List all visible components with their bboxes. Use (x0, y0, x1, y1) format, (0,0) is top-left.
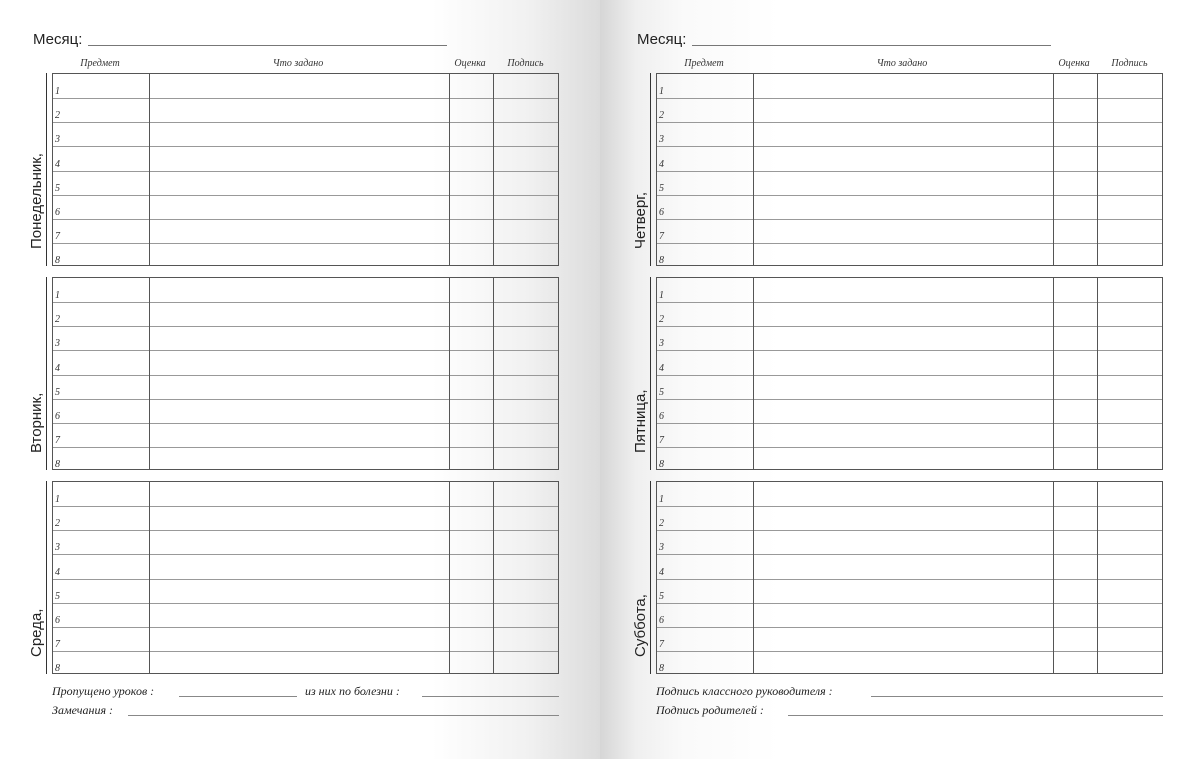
teacher-sig-input-line[interactable] (871, 696, 1163, 697)
remarks-row (52, 703, 559, 719)
missed-label: Пропущено уроков : (52, 684, 155, 698)
lesson-row[interactable] (53, 423, 558, 447)
parent-sig-input-line[interactable] (788, 715, 1163, 716)
header-assignment: Что задано (272, 58, 324, 69)
lesson-row[interactable] (657, 447, 1162, 471)
grade-divider (1097, 74, 1098, 265)
day-name: Суббота, (632, 594, 649, 657)
lesson-row[interactable] (657, 530, 1162, 554)
missed-lessons-row (52, 684, 559, 700)
day-name: Вторник, (28, 392, 45, 453)
month-label: Месяц: (637, 31, 687, 48)
lesson-number: 5 (55, 386, 60, 398)
lesson-row[interactable] (53, 482, 558, 506)
lesson-row[interactable] (53, 219, 558, 243)
lesson-row[interactable] (657, 350, 1162, 374)
day-label (632, 481, 652, 674)
day-name: Среда, (28, 608, 45, 657)
lesson-number: 4 (659, 158, 664, 170)
header-subject: Предмет (684, 58, 724, 69)
lesson-number: 6 (659, 206, 664, 218)
lesson-number: 7 (659, 638, 664, 650)
lesson-number: 3 (659, 338, 664, 350)
lesson-row[interactable] (657, 506, 1162, 530)
lesson-row[interactable] (657, 554, 1162, 578)
lesson-number: 5 (55, 182, 60, 194)
lesson-row[interactable] (53, 350, 558, 374)
lesson-row[interactable] (657, 219, 1162, 243)
assignment-divider (1053, 74, 1054, 265)
lesson-number: 1 (659, 290, 664, 302)
lesson-number: 7 (659, 434, 664, 446)
lesson-row[interactable] (53, 603, 558, 627)
lesson-row[interactable] (53, 146, 558, 170)
subject-divider (149, 278, 150, 469)
lesson-number: 4 (659, 566, 664, 578)
day-bar (46, 481, 47, 674)
lesson-number: 4 (55, 566, 60, 578)
header-grade: Оценка (1058, 58, 1090, 69)
lesson-number: 4 (659, 362, 664, 374)
lesson-number: 6 (659, 410, 664, 422)
lesson-number: 2 (659, 110, 664, 122)
day-bar (650, 481, 651, 674)
header-signature: Подпись (507, 58, 544, 69)
month-input-line[interactable] (88, 45, 447, 46)
lesson-number: 2 (55, 518, 60, 530)
lesson-number: 4 (55, 362, 60, 374)
lesson-number: 8 (55, 255, 60, 266)
lesson-row[interactable] (53, 243, 558, 267)
lesson-row[interactable] (53, 399, 558, 423)
lesson-number: 3 (659, 134, 664, 146)
assignment-divider (1053, 482, 1054, 673)
lesson-number: 8 (55, 663, 60, 674)
assignment-divider (449, 74, 450, 265)
sick-label: из них по болезни : (305, 684, 400, 698)
subject-divider (753, 482, 754, 673)
lesson-row[interactable] (53, 74, 558, 98)
lesson-number: 5 (659, 590, 664, 602)
day-name: Четверг, (632, 191, 649, 249)
lesson-number: 6 (659, 614, 664, 626)
lesson-row[interactable] (53, 447, 558, 471)
grade-divider (493, 74, 494, 265)
day-name: Понедельник, (28, 153, 45, 249)
header-grade: Оценка (454, 58, 486, 69)
lessons-grid (52, 481, 559, 674)
day-name: Пятница, (632, 389, 649, 453)
day-label (632, 73, 652, 266)
column-headers (52, 58, 559, 72)
lesson-number: 8 (659, 459, 664, 470)
remarks-input-line[interactable] (128, 715, 559, 716)
lesson-row[interactable] (53, 98, 558, 122)
header-signature: Подпись (1111, 58, 1148, 69)
lesson-row[interactable] (53, 554, 558, 578)
lesson-number: 3 (55, 542, 60, 554)
lesson-number: 2 (55, 110, 60, 122)
lesson-row[interactable] (657, 195, 1162, 219)
lesson-row[interactable] (657, 98, 1162, 122)
lesson-row[interactable] (53, 302, 558, 326)
lesson-number: 1 (55, 290, 60, 302)
month-label: Месяц: (33, 31, 83, 48)
lesson-number: 8 (55, 459, 60, 470)
remarks-label: Замечания : (52, 703, 114, 717)
lesson-row[interactable] (657, 302, 1162, 326)
lessons-grid (656, 481, 1163, 674)
month-field (33, 31, 82, 51)
lesson-number: 8 (659, 255, 664, 266)
lesson-row[interactable] (53, 278, 558, 302)
grade-divider (493, 278, 494, 469)
lesson-row[interactable] (657, 146, 1162, 170)
lesson-number: 2 (659, 518, 664, 530)
month-field (637, 31, 686, 51)
lesson-row[interactable] (53, 530, 558, 554)
lesson-row[interactable] (657, 375, 1162, 399)
lesson-number: 7 (55, 638, 60, 650)
day-bar (650, 73, 651, 266)
subject-divider (753, 278, 754, 469)
teacher-signature-row (656, 684, 1163, 700)
lesson-row[interactable] (53, 579, 558, 603)
lesson-number: 1 (55, 494, 60, 506)
lesson-number: 6 (55, 206, 60, 218)
lessons-grid (656, 277, 1163, 470)
parent-signature-row (656, 703, 1163, 719)
day-label (632, 277, 652, 470)
right-page (600, 0, 1200, 759)
lesson-row[interactable] (53, 171, 558, 195)
lesson-row[interactable] (657, 74, 1162, 98)
lesson-number: 8 (659, 663, 664, 674)
lessons-grid (656, 73, 1163, 266)
lesson-number: 2 (659, 314, 664, 326)
grade-divider (493, 482, 494, 673)
lesson-row[interactable] (53, 375, 558, 399)
lesson-number: 2 (55, 314, 60, 326)
lesson-number: 1 (55, 86, 60, 98)
lesson-row[interactable] (657, 651, 1162, 675)
lesson-row[interactable] (657, 627, 1162, 651)
lesson-number: 5 (659, 386, 664, 398)
lesson-number: 5 (55, 590, 60, 602)
assignment-divider (449, 278, 450, 469)
grade-divider (1097, 482, 1098, 673)
lesson-row[interactable] (657, 482, 1162, 506)
header-subject: Предмет (80, 58, 120, 69)
lesson-row[interactable] (53, 195, 558, 219)
subject-divider (149, 74, 150, 265)
lesson-number: 7 (659, 230, 664, 242)
subject-divider (149, 482, 150, 673)
teacher-sig-label: Подпись классного руководителя : (656, 684, 833, 698)
lesson-row[interactable] (657, 399, 1162, 423)
day-bar (650, 277, 651, 470)
subject-divider (753, 74, 754, 265)
lesson-number: 5 (659, 182, 664, 194)
parent-sig-label: Подпись родителей : (656, 703, 764, 717)
header-assignment: Что задано (876, 58, 928, 69)
day-bar (46, 277, 47, 470)
lesson-row[interactable] (657, 171, 1162, 195)
lesson-number: 6 (55, 410, 60, 422)
lesson-row[interactable] (657, 122, 1162, 146)
day-label (28, 277, 48, 470)
lesson-number: 3 (55, 134, 60, 146)
lesson-row[interactable] (657, 603, 1162, 627)
lesson-number: 1 (659, 86, 664, 98)
lesson-row[interactable] (53, 506, 558, 530)
lesson-row[interactable] (657, 423, 1162, 447)
grade-divider (1097, 278, 1098, 469)
sick-input-line[interactable] (422, 696, 559, 697)
lesson-number: 3 (659, 542, 664, 554)
month-input-line[interactable] (692, 45, 1051, 46)
lesson-number: 1 (659, 494, 664, 506)
lesson-number: 7 (55, 230, 60, 242)
lesson-row[interactable] (53, 651, 558, 675)
assignment-divider (1053, 278, 1054, 469)
lesson-row[interactable] (53, 627, 558, 651)
assignment-divider (449, 482, 450, 673)
lesson-row[interactable] (657, 579, 1162, 603)
lesson-number: 6 (55, 614, 60, 626)
lessons-grid (52, 73, 559, 266)
missed-input-line[interactable] (179, 696, 297, 697)
lesson-number: 3 (55, 338, 60, 350)
lesson-row[interactable] (657, 278, 1162, 302)
lesson-row[interactable] (657, 243, 1162, 267)
lesson-number: 7 (55, 434, 60, 446)
lesson-row[interactable] (657, 326, 1162, 350)
lesson-row[interactable] (53, 326, 558, 350)
lesson-row[interactable] (53, 122, 558, 146)
day-bar (46, 73, 47, 266)
day-label (28, 73, 48, 266)
lesson-number: 4 (55, 158, 60, 170)
column-headers (656, 58, 1163, 72)
day-label (28, 481, 48, 674)
lessons-grid (52, 277, 559, 470)
